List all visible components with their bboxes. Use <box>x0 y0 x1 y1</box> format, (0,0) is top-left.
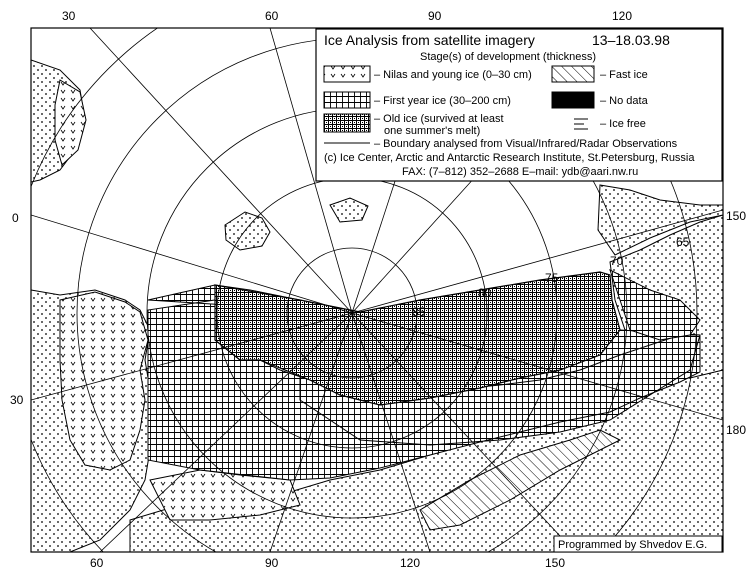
programmed-by-text: Programmed by Shvedov E.G. <box>558 539 708 551</box>
lat-label-75: 75 <box>545 271 559 285</box>
lon-label-top-60: 60 <box>265 9 279 23</box>
legend-label-no-data: – No data <box>600 95 648 107</box>
lon-label-bottom-120: 120 <box>400 556 421 570</box>
legend-swatch-nilas <box>324 66 370 82</box>
lat-label-70: 70 <box>610 254 624 268</box>
lon-label-bottom-60: 60 <box>90 556 104 570</box>
lon-label-bottom-90: 90 <box>265 556 279 570</box>
legend <box>316 29 722 181</box>
credits-line-2: FAX: (7–812) 352–2688 E–mail: ydb@aari.nw.ru <box>402 166 639 178</box>
lon-label-left-0: 0 <box>12 211 19 225</box>
legend-swatch-no-data <box>552 92 594 108</box>
credits-line-1: (c) Ice Center, Arctic and Antarctic Research Institute, St.Petersburg, Russia <box>324 152 695 164</box>
lat-label-65: 65 <box>676 235 690 249</box>
legend-subtitle: Stage(s) of development (thickness) <box>420 51 597 63</box>
lon-label-right-180: 180 <box>726 423 747 437</box>
lon-label-bottom-150: 150 <box>545 556 566 570</box>
legend-label-old-1: – Old ice (survived at least <box>374 113 504 125</box>
ice-nilas-barents <box>60 292 148 470</box>
legend-label-fast: – Fast ice <box>600 69 648 81</box>
legend-label-boundary: – Boundary analysed from Visual/Infrared/Radar Observations <box>374 138 678 150</box>
legend-dates: 13–18.03.98 <box>592 32 670 48</box>
legend-label-nilas: – Nilas and young ice (0–30 cm) <box>374 69 532 81</box>
legend-swatch-old <box>324 114 370 132</box>
legend-swatch-first-year <box>324 92 370 108</box>
lon-label-top-120: 120 <box>612 9 633 23</box>
lon-label-left-30: 30 <box>10 393 24 407</box>
legend-label-first-year: – First year ice (30–200 cm) <box>374 95 511 107</box>
legend-title: Ice Analysis from satellite imagery <box>324 32 535 48</box>
lon-label-top-90: 90 <box>428 9 442 23</box>
lon-label-top-30: 30 <box>62 9 76 23</box>
programmed-by-box <box>554 536 722 552</box>
lat-label-85: 85 <box>412 305 426 319</box>
lon-label-right-150: 150 <box>726 209 747 223</box>
legend-label-old-2: one summer's melt) <box>384 125 481 137</box>
lat-label-80: 80 <box>478 286 492 300</box>
legend-label-ice-free: – Ice free <box>600 118 646 130</box>
legend-swatch-fast <box>552 66 594 82</box>
